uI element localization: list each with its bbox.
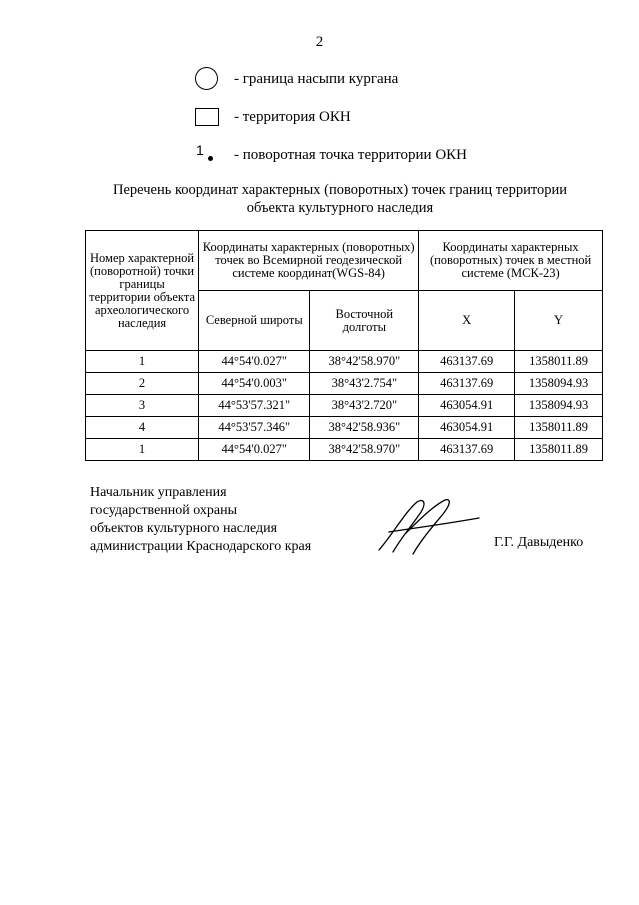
title-line-1: Перечень координат характерных (поворотных) точек границ территории [112, 182, 568, 198]
cell-latitude: 44°54'0.027" [199, 351, 310, 373]
legend-item-turning-point [192, 142, 467, 168]
table-row [86, 439, 603, 461]
circle-icon [192, 66, 234, 92]
cell-y: 1358011.89 [515, 439, 603, 461]
cell-x: 463137.69 [419, 351, 515, 373]
table-row [86, 373, 603, 395]
cell-latitude: 44°53'57.321" [199, 395, 310, 417]
title-line-2: объекта культурного наследия [246, 200, 434, 216]
cell-latitude: 44°54'0.003" [199, 373, 310, 395]
coordinates-table [85, 230, 603, 461]
table-row [86, 395, 603, 417]
square-icon [192, 104, 234, 130]
cell-latitude: 44°54'0.027" [199, 439, 310, 461]
cell-x: 463054.91 [419, 395, 515, 417]
cell-point-number: 4 [86, 417, 199, 439]
cell-point-number: 1 [86, 439, 199, 461]
cell-longitude: 38°42'58.936" [310, 417, 419, 439]
cell-y: 1358094.93 [515, 395, 603, 417]
signer-line-3: объектов культурного наследия [90, 521, 278, 536]
cell-longitude: 38°43'2.720" [310, 395, 419, 417]
header-point-number: Номер характерной (поворотной) точки границы территории объекта археологического наследия [86, 231, 199, 351]
signature-icon [375, 494, 485, 558]
header-x: X [419, 291, 515, 351]
cell-longitude: 38°42'58.970" [310, 439, 419, 461]
legend-item-okn-territory [192, 104, 351, 130]
header-latitude: Северной широты [199, 291, 310, 351]
cell-y: 1358011.89 [515, 417, 603, 439]
cell-point-number: 2 [86, 373, 199, 395]
signer-line-4: администрации Краснодарского края [90, 539, 312, 554]
legend-item-mound-boundary [192, 66, 398, 92]
cell-x: 463054.91 [419, 417, 515, 439]
point-marker-number: 1 [196, 142, 204, 158]
legend-text: - граница насыпи кургана [234, 70, 399, 87]
cell-x: 463137.69 [419, 439, 515, 461]
header-msk23-group: Координаты характерных (поворотных) точек в местной системе (МСК-23) [419, 231, 603, 291]
header-wgs84-group: Координаты характерных (поворотных) точек во Всемирной геодезической системе координат(WGS-84) [199, 231, 419, 291]
legend-text: - поворотная точка территории ОКН [234, 146, 467, 163]
coordinates-list-title [40, 181, 639, 217]
cell-point-number: 3 [86, 395, 199, 417]
cell-longitude: 38°43'2.754" [310, 373, 419, 395]
signer-line-2: государственной охраны [90, 503, 238, 518]
cell-x: 463137.69 [419, 373, 515, 395]
page-number: 2 [315, 34, 324, 50]
cell-longitude: 38°42'58.970" [310, 351, 419, 373]
cell-point-number: 1 [86, 351, 199, 373]
header-y: Y [515, 291, 603, 351]
signer-name: Г.Г. Давыденко [494, 535, 584, 550]
cell-y: 1358094.93 [515, 373, 603, 395]
header-longitude: Восточной долготы [310, 291, 419, 351]
signer-line-1: Начальник управления [90, 485, 227, 500]
legend-text: - территория ОКН [234, 108, 351, 125]
table-row [86, 417, 603, 439]
point-marker-icon [192, 142, 234, 168]
cell-y: 1358011.89 [515, 351, 603, 373]
table-row [86, 351, 603, 373]
signer-position [90, 484, 311, 556]
cell-latitude: 44°53'57.346" [199, 417, 310, 439]
